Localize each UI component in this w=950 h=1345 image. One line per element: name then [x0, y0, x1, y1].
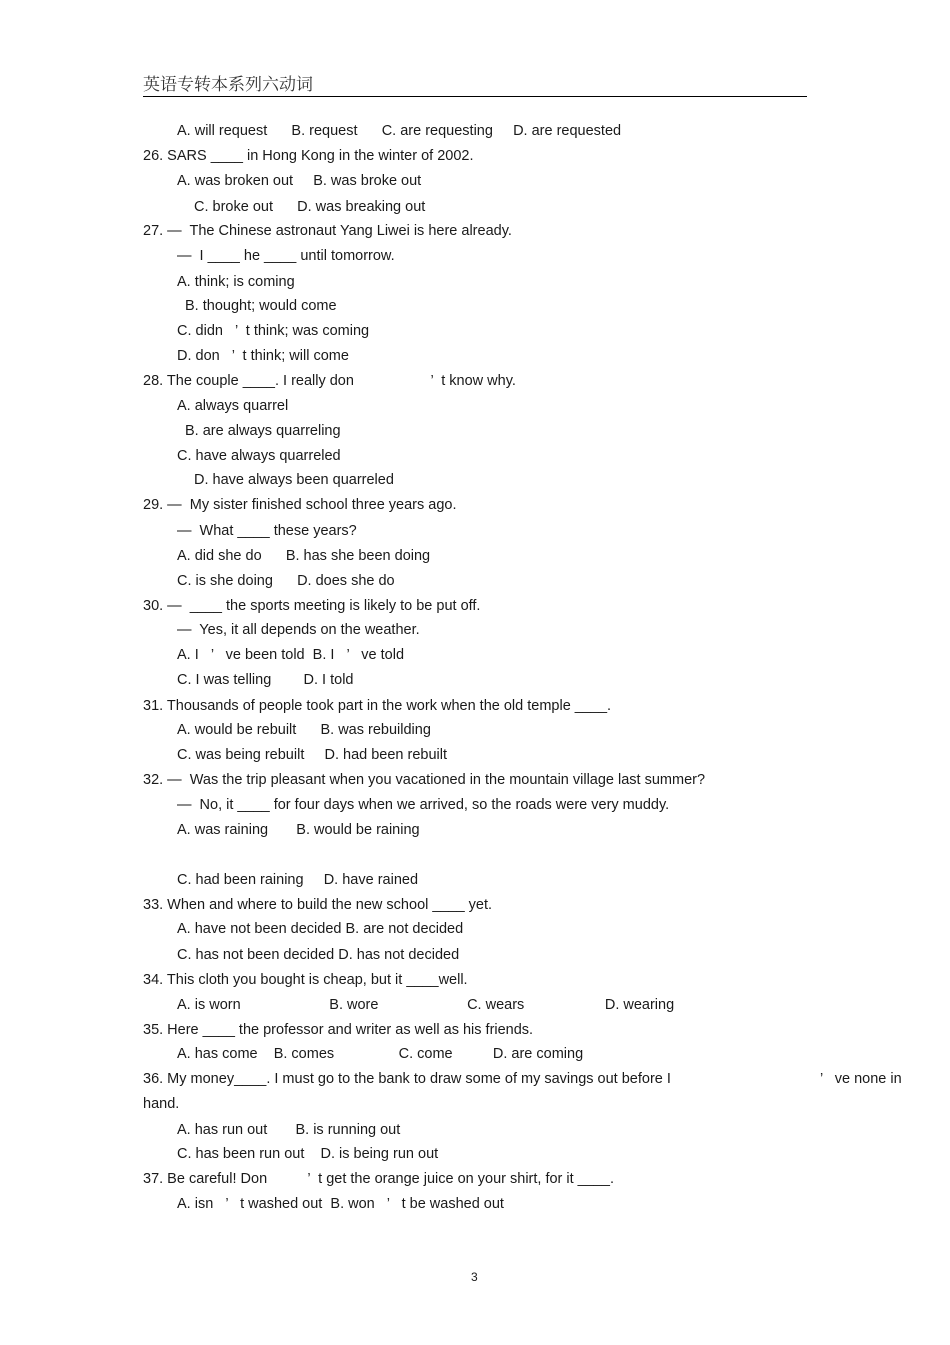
q30-options-line-2: C. I was telling D. I told	[177, 672, 354, 688]
q36-stem-continued: hand.	[143, 1096, 180, 1112]
q35-stem: 35. Here ____ the professor and writer as well as his friends.	[143, 1022, 534, 1038]
q26-options-line-2: C. broke out D. was breaking out	[194, 199, 426, 215]
q27-option-c: C. didn ’ t think; was coming	[177, 323, 370, 339]
page-header-title: 英语专转本系列六动词	[143, 75, 313, 95]
q29-options-line-2: C. is she doing D. does she do	[177, 573, 395, 589]
q31-options-line-1: A. would be rebuilt B. was rebuilding	[177, 722, 431, 738]
q28-option-d: D. have always been quarreled	[194, 472, 394, 488]
q31-options-line-2: C. was being rebuilt D. had been rebuilt	[177, 747, 448, 763]
q28-option-a: A. always quarrel	[177, 398, 289, 414]
q28-stem: 28. The couple ____. I really don ’ t know why.	[143, 373, 516, 389]
q32-stem-reply: — No, it ____ for four days when we arrived, so the roads were very muddy.	[177, 797, 670, 813]
q28-option-b: B. are always quarreling	[185, 423, 341, 439]
q36-options-line-2: C. has been run out D. is being run out	[177, 1146, 439, 1162]
q32-options-line-1: A. was raining B. would be raining	[177, 822, 420, 838]
q27-option-d: D. don ’ t think; will come	[177, 348, 349, 364]
q34-stem: 34. This cloth you bought is cheap, but it ____well.	[143, 972, 468, 988]
q35-options-line: A. has come B. comes C. come D. are coming	[177, 1046, 584, 1062]
q30-stem: 30. — ____ the sports meeting is likely to be put off.	[143, 598, 481, 614]
q27-option-b: B. thought; would come	[185, 298, 337, 314]
page-number: 3	[471, 1270, 478, 1284]
q29-options-line-1: A. did she do B. has she been doing	[177, 548, 431, 564]
q30-stem-reply: — Yes, it all depends on the weather.	[177, 622, 420, 638]
q37-stem: 37. Be careful! Don ’ t get the orange juice on your shirt, for it ____.	[143, 1171, 614, 1187]
q28-option-c: C. have always quarreled	[177, 448, 341, 464]
q33-options-line-1: A. have not been decided B. are not decided	[177, 921, 464, 937]
q36-options-line-1: A. has run out B. is running out	[177, 1122, 401, 1138]
q27-stem: 27. — The Chinese astronaut Yang Liwei is here already.	[143, 223, 512, 239]
q27-option-a: A. think; is coming	[177, 274, 295, 290]
q26-stem: 26. SARS ____ in Hong Kong in the winter of 2002.	[143, 148, 474, 164]
q32-stem: 32. — Was the trip pleasant when you vacationed in the mountain village last summer?	[143, 772, 706, 788]
q33-options-line-2: C. has not been decided D. has not decided	[177, 947, 460, 963]
q27-stem-reply: — I ____ he ____ until tomorrow.	[177, 248, 395, 264]
q36-stem: 36. My money____. I must go to the bank to draw some of my savings out before I ’ ve none in	[143, 1071, 902, 1087]
q29-stem-reply: — What ____ these years?	[177, 523, 357, 539]
q33-stem: 33. When and where to build the new school ____ yet.	[143, 897, 493, 913]
q25-options-line: A. will request B. request C. are requesting D. are requested	[177, 123, 622, 139]
header-rule	[143, 96, 807, 97]
q31-stem: 31. Thousands of people took part in the work when the old temple ____.	[143, 698, 612, 714]
q30-options-line-1: A. I ’ ve been told B. I ’ ve told	[177, 647, 405, 663]
q29-stem: 29. — My sister finished school three years ago.	[143, 497, 457, 513]
q32-options-line-2: C. had been raining D. have rained	[177, 872, 419, 888]
q34-options-line: A. is worn B. wore C. wears D. wearing	[177, 997, 675, 1013]
q26-options-line-1: A. was broken out B. was broke out	[177, 173, 422, 189]
q37-options-line-1: A. isn ’ t washed out B. won ’ t be washed out	[177, 1196, 504, 1212]
